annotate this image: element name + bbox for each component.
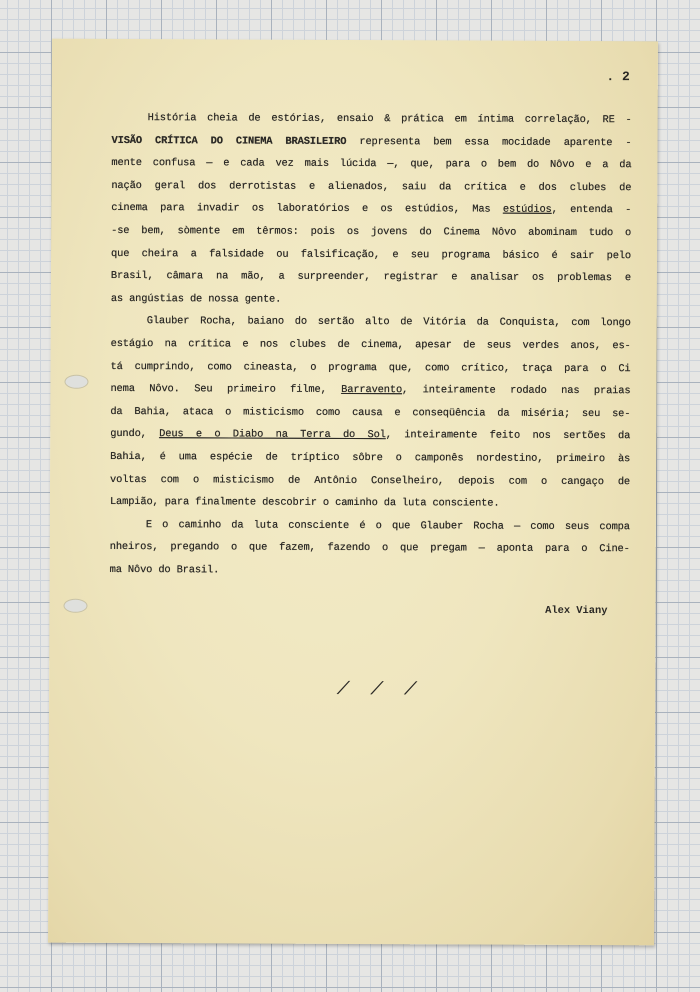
- text-line: História cheia de estórias, ensaio & prática em íntima correlação, RE -: [147, 112, 632, 127]
- text-line: da Bahia, ataca o misticismo como causa e conseqüência da miséria; seu se-: [110, 405, 631, 420]
- text-line: gundo, Deus e o Diabo na Terra do Sol, inteiramente feito nos sertões da: [110, 428, 631, 443]
- text-line: estágio na crítica e nos clubes de cinema, apesar de seus verdes anos, es-: [110, 337, 631, 353]
- text-line: Brasil, câmara na mão, a surpreender, registrar e analisar os problemas e: [110, 270, 631, 285]
- text-line: Bahia, é uma espécie de tríptico sôbre o camponês nordestino, primeiro às: [110, 450, 631, 466]
- book-title: VISÃO CRÍTICA DO CINEMA BRASILEIRO: [111, 134, 347, 148]
- text-line: nema Nôvo. Seu primeiro filme, Barravento, inteiramente rodado nas praias: [110, 383, 631, 398]
- text-line: tá cumprindo, como cineasta, o programa que, como crítico, traça para o Ci: [110, 360, 631, 375]
- text-line: nheiros, pregando o que fazem, fazendo o que pregam — aponta para o Cine-: [109, 541, 630, 556]
- end-mark: / / /: [333, 679, 425, 701]
- text-line: mente confusa — e cada vez mais lúcida —, que, para o bem do Nôvo e a da: [111, 157, 632, 172]
- text-line: ma Nôvo do Brasil.: [109, 563, 220, 577]
- text-line: -se bem, sòmente em têrmos: pois os jovens do Cinema Nôvo abominam tudo o: [111, 224, 632, 240]
- author-signature: Alex Viany: [545, 604, 608, 618]
- text-line: voltas com o misticismo de Antônio Conselheiro, depois com o cangaço de: [110, 473, 631, 488]
- text-line: cinema para invadir os laboratórios e os estúdios, Mas estúdios, entenda -: [111, 202, 632, 217]
- text-line: que cheira a falsidade ou falsificação, e seu programa básico é sair pelo: [111, 247, 632, 262]
- page-number: . 2: [606, 69, 630, 85]
- text-line: Lampião, para finalmente descobrir o caminho da luta consciente.: [109, 496, 500, 510]
- film-title: Deus e o Diabo na Terra do Sol: [159, 428, 386, 442]
- text-line: as angústias de nossa gente.: [110, 292, 282, 306]
- body-text: [110, 107, 632, 584]
- text-line: VISÃO CRÍTICA DO CINEMA BRASILEIRO representa bem essa mocidade aparente -: [111, 134, 632, 149]
- text-line: nação geral dos derrotistas e alienados, saiu da crítica e dos clubes de: [111, 179, 632, 194]
- text-line: E o caminho da luta consciente é o que Glauber Rocha — como seus compa: [145, 518, 630, 533]
- typewritten-page: [48, 39, 658, 946]
- punch-hole-upper: [64, 375, 88, 389]
- punch-hole-lower: [63, 599, 87, 613]
- text-line: Glauber Rocha, baiano do sertão alto de Vitória da Conquista, com longo: [146, 315, 631, 330]
- film-title: Barravento: [341, 384, 403, 397]
- underlined-word: estúdios: [502, 204, 552, 217]
